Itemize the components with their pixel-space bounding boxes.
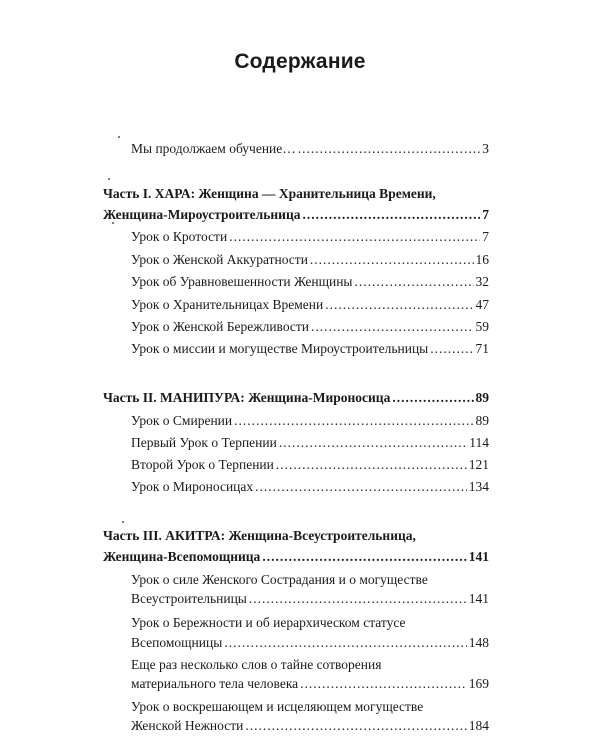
- scan-speck: [122, 521, 124, 523]
- part1-page: 7: [482, 207, 489, 222]
- toc-entry-label: Всеустроительницы: [131, 591, 247, 606]
- toc-entry-label: Всепомощницы: [131, 635, 223, 650]
- leader-dots: [249, 590, 467, 608]
- leader-dots: [311, 318, 473, 336]
- toc-entry: [131, 590, 489, 608]
- toc-entry: [131, 675, 489, 693]
- toc-entry-page: 32: [475, 274, 489, 289]
- toc-entry-page: 71: [475, 341, 489, 356]
- part3-page: 141: [468, 549, 489, 564]
- toc-entry-page: 7: [482, 229, 489, 244]
- leader-dots: [229, 228, 480, 246]
- toc-entry-page: 141: [468, 591, 489, 606]
- part2-heading-label: Часть II. МАНИПУРА: Женщина-Мироносица: [103, 390, 391, 405]
- leader-dots: [262, 548, 466, 566]
- page-title: Содержание: [234, 50, 366, 73]
- toc-entry-label: Урок о Кротости: [131, 229, 228, 244]
- leader-dots: [302, 206, 480, 224]
- part1-heading: [103, 206, 489, 224]
- part2-page: 89: [475, 390, 489, 405]
- leader-dots: [355, 273, 474, 291]
- toc-entry-line1: Урок о Бережности и об иерархическом статусе: [131, 615, 406, 630]
- toc-entry-label: Урок о Мироносицах: [131, 479, 254, 494]
- toc-entry-line1: Еще раз несколько слов о тайне сотворения: [131, 657, 382, 672]
- toc-entry: [131, 634, 489, 652]
- leader-dots: [392, 389, 473, 407]
- toc-entry-page: 3: [482, 141, 489, 156]
- toc-entry: [131, 273, 489, 291]
- scan-speck: [108, 178, 110, 180]
- toc-entry-label: Первый Урок о Терпении: [131, 435, 277, 450]
- toc-entry-label: Второй Урок о Терпении: [131, 457, 274, 472]
- toc-entry-label: Урок о миссии и могуществе Мироустроительницы: [131, 341, 429, 356]
- scan-speck: [118, 136, 120, 138]
- toc-entry-line1: Урок о силе Женского Сострадания и о могуществе: [131, 572, 428, 587]
- scan-speck: [112, 222, 114, 224]
- toc-entry-page: 134: [468, 479, 489, 494]
- toc-entry-page: 169: [468, 676, 489, 691]
- part1-heading-line1: Часть I. ХАРА: Женщина — Хранительница Времени,: [103, 186, 436, 201]
- part2-heading: [103, 389, 489, 407]
- toc-entry-label: материального тела человека: [131, 676, 299, 691]
- leader-dots: [234, 412, 473, 430]
- leader-dots: [298, 140, 480, 158]
- toc-entry: [131, 478, 489, 496]
- leader-dots: [255, 478, 467, 496]
- toc-entry-page: 184: [468, 718, 489, 733]
- toc-entry: [131, 228, 489, 246]
- toc-entry-label: Урок о Смирении: [131, 413, 233, 428]
- toc-entry-line1: Урок о воскрешающем и исцеляющем могуществе: [131, 699, 424, 714]
- toc-entry-page: 59: [475, 319, 489, 334]
- leader-dots: [325, 296, 473, 314]
- toc-entry: [131, 251, 489, 269]
- leader-dots: [276, 456, 467, 474]
- toc-entry-label: Мы продолжаем обучение…: [131, 141, 296, 156]
- toc-entry: [131, 717, 489, 735]
- leader-dots: [430, 340, 473, 358]
- toc-entry-label: Урок об Уравновешенности Женщины: [131, 274, 353, 289]
- toc-entry-label: Урок о Женской Аккуратности: [131, 252, 308, 267]
- toc-entry: [131, 296, 489, 314]
- toc-entry-label: Урок о Хранительницах Времени: [131, 297, 324, 312]
- toc-entry: [131, 412, 489, 430]
- leader-dots: [310, 251, 474, 269]
- toc-entry: [131, 434, 489, 452]
- toc-entry: [131, 340, 489, 358]
- toc-entry-page: 114: [469, 435, 489, 450]
- leader-dots: [224, 634, 466, 652]
- toc-entry-page: 148: [468, 635, 489, 650]
- part1-heading-line2: Женщина-Мироустроительница: [103, 207, 301, 222]
- leader-dots: [245, 717, 466, 735]
- toc-entry-page: 47: [475, 297, 489, 312]
- part3-heading: [103, 548, 489, 566]
- toc-entry-page: 121: [468, 457, 489, 472]
- leader-dots: [300, 675, 467, 693]
- toc-entry-label: Урок о Женской Бережливости: [131, 319, 310, 334]
- toc-entry-page: 89: [475, 413, 489, 428]
- part3-heading-line1: Часть III. АКИТРА: Женщина-Всеустроительница,: [103, 528, 416, 543]
- toc-entry: [131, 456, 489, 474]
- toc-entry: [131, 318, 489, 336]
- part3-heading-line2: Женщина-Всепомощница: [103, 549, 261, 564]
- toc-entry-page: 16: [475, 252, 489, 267]
- toc-entry-label: Женской Нежности: [131, 718, 244, 733]
- toc-entry-intro: [131, 140, 489, 158]
- leader-dots: [279, 434, 467, 452]
